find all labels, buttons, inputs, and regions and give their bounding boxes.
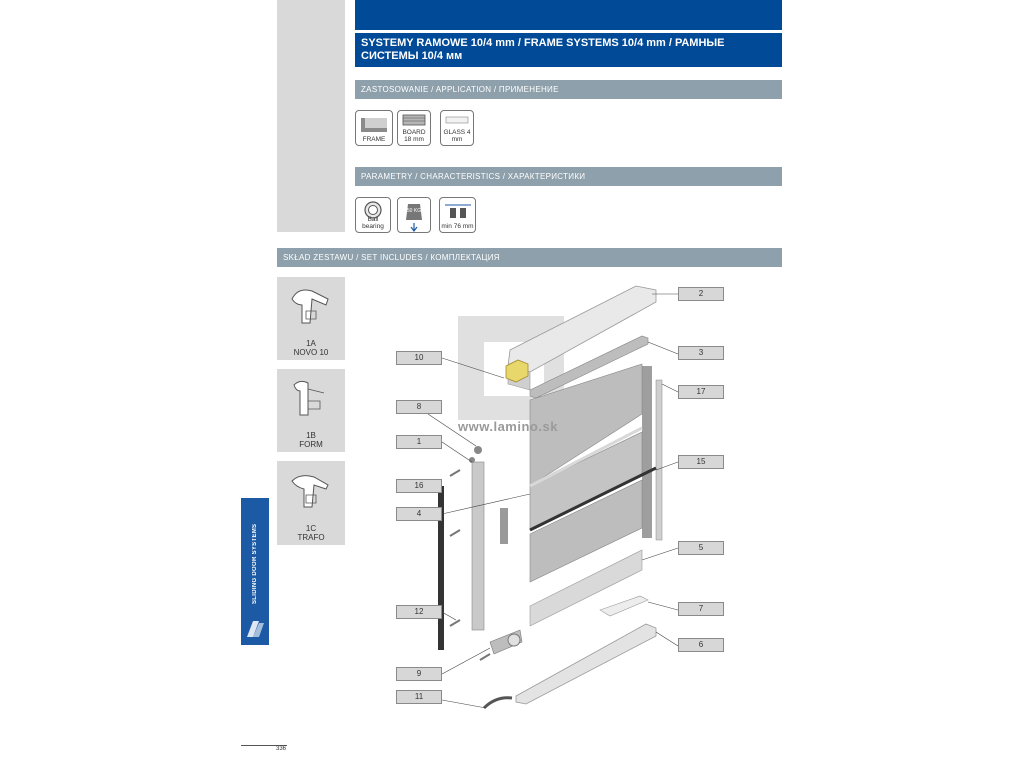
part-label: 7 — [678, 602, 724, 616]
profile-1a: 1A NOVO 10 — [277, 277, 345, 360]
ball-bearing-icon: Ball bearing — [355, 197, 391, 233]
screw-8 — [474, 446, 482, 454]
part-label: 6 — [678, 638, 724, 652]
side-tab — [241, 498, 269, 645]
part-label: 11 — [396, 690, 442, 704]
frame-icon: FRAME — [355, 110, 393, 146]
section-characteristics: PARAMETRY / CHARACTERISTICS / ХАРАКТЕРИСТИКИ — [355, 167, 782, 186]
part-label: 17 — [678, 385, 724, 399]
header-band — [355, 0, 782, 30]
board-icon: BOARD 18 mm — [397, 110, 431, 146]
watermark-text: www.lamino.sk — [458, 419, 558, 434]
profile-1c: 1C TRAFO — [277, 461, 345, 545]
part-label: 3 — [678, 346, 724, 360]
part-label: 9 — [396, 667, 442, 681]
part-label: 12 — [396, 605, 442, 619]
brush-11 — [484, 698, 512, 708]
svg-text:50 KG: 50 KG — [406, 208, 422, 214]
profile-17 — [642, 366, 652, 538]
part-label: 1 — [396, 435, 442, 449]
glass-icon: GLASS 4 mm — [440, 110, 474, 146]
page-number: 336 — [276, 746, 287, 752]
profile-1b: 1B FORM — [277, 369, 345, 452]
profile-1c-drawing — [286, 467, 336, 513]
section-application: ZASTOSOWANIE / APPLICATION / ПРИМЕНЕНИЕ — [355, 80, 782, 99]
part-label: 10 — [396, 351, 442, 365]
section-set-includes: SKŁAD ZESTAWU / SET INCLUDES / КОМПЛЕКТАЦИЯ — [277, 248, 782, 267]
part-label: 4 — [396, 507, 442, 521]
weight-icon — [397, 197, 431, 233]
handle-1 — [472, 462, 484, 630]
part-label: 16 — [396, 479, 442, 493]
sliding-door-icon — [245, 617, 265, 639]
part-label: 15 — [678, 455, 724, 469]
page-title: SYSTEMY RAMOWE 10/4 mm / FRAME SYSTEMS 10/4 mm / РАМНЫЕ СИСТЕМЫ 10/4 мм — [355, 33, 782, 67]
part-label: 5 — [678, 541, 724, 555]
side-tab-label: SLIDING DOOR SYSTEMS — [252, 523, 258, 605]
part-label: 8 — [396, 400, 442, 414]
part-7 — [600, 596, 648, 616]
part-label: 2 — [678, 287, 724, 301]
screw-12 — [450, 620, 460, 626]
side-gray-panel — [277, 0, 345, 232]
track-6 — [516, 624, 656, 704]
min-width-icon: min 76 mm — [439, 197, 476, 233]
profile-1a-drawing — [286, 283, 336, 329]
profile-1b-drawing — [286, 375, 336, 421]
